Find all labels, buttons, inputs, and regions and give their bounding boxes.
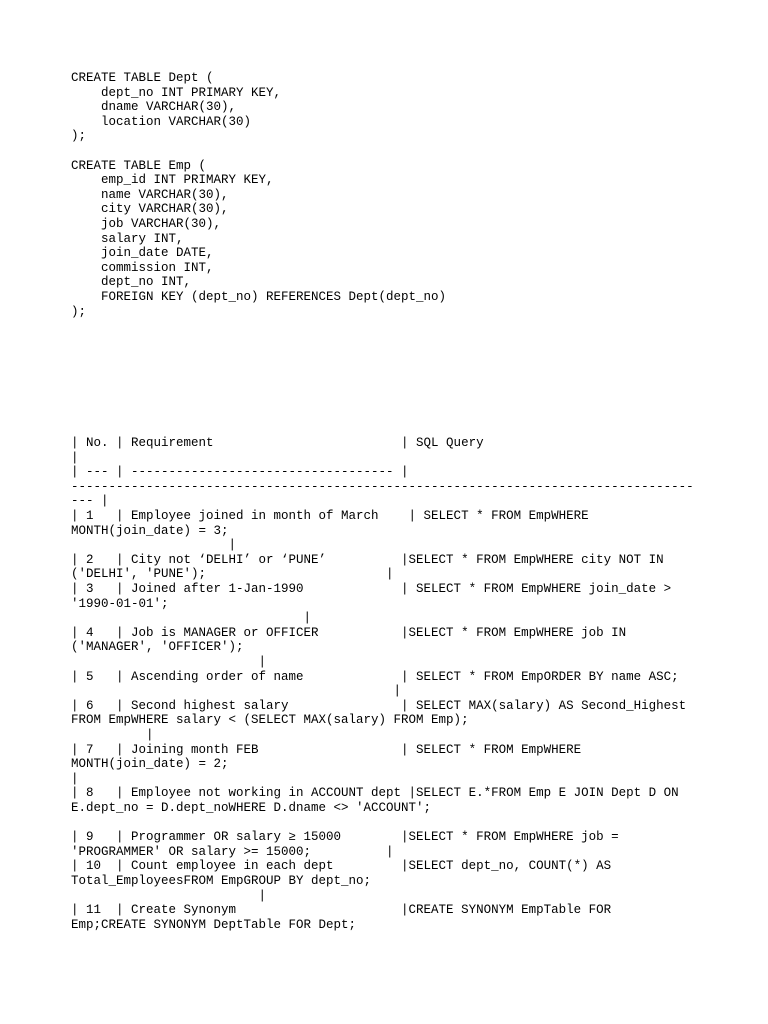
table-header-line: | No. | Requirement | SQL Query bbox=[71, 436, 484, 451]
table-row bbox=[71, 786, 711, 830]
table-row bbox=[71, 509, 711, 553]
table-row-line: ('MANAGER', 'OFFICER'); bbox=[71, 640, 244, 655]
table-row bbox=[71, 626, 711, 670]
table-row-line: | 10 | Count employee in each dept |SELECT dept_no, COUNT(*) AS bbox=[71, 859, 612, 874]
table-row bbox=[71, 830, 711, 859]
table-row-line: | 6 | Second highest salary | SELECT MAX(salary) AS Second_Highest bbox=[71, 698, 687, 713]
table-row-line: | bbox=[71, 771, 79, 786]
table-row-line: | 1 | Employee joined in month of March | SELECT * FROM EmpWHERE bbox=[71, 509, 589, 524]
table-row bbox=[71, 743, 711, 787]
code-line: FOREIGN KEY (dept_no) REFERENCES Dept(dept_no) bbox=[71, 289, 447, 304]
code-line: location VARCHAR(30) bbox=[71, 114, 252, 129]
code-line: name VARCHAR(30), bbox=[71, 187, 229, 202]
code-line: ); bbox=[71, 129, 87, 144]
table-row-line: | bbox=[71, 684, 402, 699]
table-row-line: | 7 | Joining month FEB | SELECT * FROM EmpWHERE bbox=[71, 742, 582, 757]
code-line: ); bbox=[71, 304, 87, 319]
code-line: join_date DATE, bbox=[71, 246, 214, 261]
table-header-line: | --- | ----------------------------------- | bbox=[71, 465, 409, 480]
table-row-line: '1990-01-01'; bbox=[71, 596, 169, 611]
table-header-line: --- | bbox=[71, 494, 109, 509]
table-row-line: | bbox=[71, 611, 312, 626]
code-line: job VARCHAR(30), bbox=[71, 216, 222, 231]
table-row-line: FROM EmpWHERE salary < (SELECT MAX(salary) FROM Emp); bbox=[71, 713, 469, 728]
table-row bbox=[71, 670, 711, 699]
document-page bbox=[71, 71, 711, 932]
table-row bbox=[71, 903, 711, 932]
table-row bbox=[71, 553, 711, 582]
table-header-line: | bbox=[71, 450, 79, 465]
table-row-line: | bbox=[71, 538, 237, 553]
code-line: commission INT, bbox=[71, 260, 214, 275]
code-line: CREATE TABLE Emp ( bbox=[71, 158, 207, 173]
code-line: salary INT, bbox=[71, 231, 184, 246]
table-row-line: | 5 | Ascending order of name | SELECT * FROM EmpORDER BY name ASC; bbox=[71, 669, 679, 684]
table-row bbox=[71, 699, 711, 743]
code-line: city VARCHAR(30), bbox=[71, 202, 229, 217]
table-row-line: | 11 | Create Synonym |CREATE SYNONYM EmpTable FOR bbox=[71, 903, 612, 918]
emp-create-statement bbox=[71, 159, 711, 320]
table-header bbox=[71, 436, 711, 509]
table-row-line: | 2 | City not ‘DELHI’ or ‘PUNE’ |SELECT * FROM EmpWHERE city NOT IN bbox=[71, 552, 664, 567]
spacer bbox=[71, 319, 711, 436]
code-line: dname VARCHAR(30), bbox=[71, 100, 237, 115]
code-line: emp_id INT PRIMARY KEY, bbox=[71, 173, 274, 188]
table-row-line: | 8 | Employee not working in ACCOUNT dept |SELECT E.*FROM Emp E JOIN Dept D ON bbox=[71, 786, 679, 801]
table-row-line: E.dept_no = D.dept_noWHERE D.dname <> 'ACCOUNT'; bbox=[71, 800, 432, 815]
requirements-table bbox=[71, 436, 711, 932]
table-row bbox=[71, 582, 711, 626]
table-row-line bbox=[71, 816, 711, 831]
table-row-line: Total_EmployeesFROM EmpGROUP BY dept_no; bbox=[71, 873, 372, 888]
table-row-line: MONTH(join_date) = 2; bbox=[71, 757, 229, 772]
table-row-line: | 9 | Programmer OR salary ≥ 15000 |SELECT * FROM EmpWHERE job = bbox=[71, 830, 619, 845]
table-row-line: | 3 | Joined after 1-Jan-1990 | SELECT * FROM EmpWHERE join_date > bbox=[71, 582, 672, 597]
code-line: dept_no INT, bbox=[71, 275, 192, 290]
table-row-line: | bbox=[71, 655, 267, 669]
table-row-line: | bbox=[71, 888, 267, 903]
table-row-line: ('DELHI', 'PUNE'); | bbox=[71, 567, 394, 582]
spacer bbox=[71, 144, 711, 159]
table-header-line: ----------------------------------------------------------------------------------- bbox=[71, 479, 694, 494]
dept-create-statement bbox=[71, 71, 711, 144]
code-line: dept_no INT PRIMARY KEY, bbox=[71, 85, 282, 100]
table-row-line: 'PROGRAMMER' OR salary >= 15000; | bbox=[71, 844, 394, 859]
table-row-line: MONTH(join_date) = 3; bbox=[71, 523, 229, 538]
table-row-line: | bbox=[71, 727, 154, 742]
table-row-line: | 4 | Job is MANAGER or OFFICER |SELECT * FROM EmpWHERE job IN bbox=[71, 625, 627, 640]
table-row-line: Emp;CREATE SYNONYM DeptTable FOR Dept; bbox=[71, 917, 357, 932]
table-row bbox=[71, 859, 711, 903]
code-line: CREATE TABLE Dept ( bbox=[71, 71, 214, 85]
